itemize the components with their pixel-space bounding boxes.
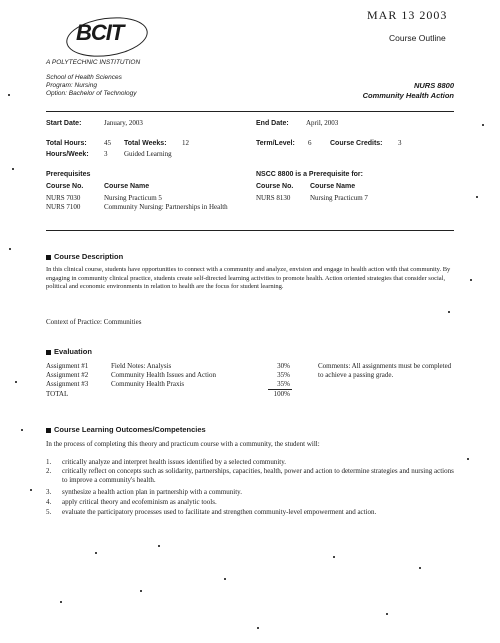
institution-tagline: A POLYTECHNIC INSTITUTION	[46, 59, 141, 66]
eval-row-3-item: Assignment #3	[46, 380, 89, 388]
date-stamp: MAR 13 2003	[367, 8, 448, 22]
eval-row-3-pct: 35%	[277, 380, 290, 388]
eval-row-2-desc: Community Health Issues and Action	[111, 371, 216, 379]
bullet-square-icon	[46, 428, 51, 433]
prereq-for-heading: NSCC 8800 is a Prerequisite for:	[256, 171, 363, 178]
course-title: Community Health Action	[362, 91, 454, 100]
course-code: NURS 8800	[413, 81, 454, 90]
logo-text: BCIT	[76, 20, 124, 45]
prereq-row-2-no: NURS 7100	[46, 203, 81, 211]
eval-row-1-desc: Field Notes: Analysis	[111, 362, 172, 370]
prereq-row-1-no: NURS 7030	[46, 194, 81, 202]
context-of-practice: Context of Practice: Communities	[46, 318, 142, 326]
outcome-3-text: synthesize a health action plan in partnership with a community.	[62, 488, 242, 496]
course-credits-value: 3	[398, 139, 402, 147]
eval-row-1-pct: 30%	[277, 362, 290, 370]
bullet-square-icon	[46, 350, 51, 355]
outcome-1-text: critically analyze and interpret health issues identified by a selected community.	[62, 458, 287, 466]
prerequisites-heading: Prerequisites	[46, 171, 91, 178]
prereq-col-course-name: Course Name	[104, 183, 150, 190]
bullet-square-icon	[46, 255, 51, 260]
eval-row-1-item: Assignment #1	[46, 362, 89, 370]
eval-comments: Comments: All assignments must be completed to achieve a passing grade.	[318, 362, 452, 379]
prereq-divider	[46, 230, 454, 231]
prereq-row-2-name: Community Nursing: Partnerships in Health	[104, 203, 228, 211]
eval-row-2-pct: 35%	[277, 371, 290, 379]
eval-total-label: TOTAL	[46, 390, 69, 398]
hours-week-value: 3	[104, 150, 108, 158]
eval-row-2-item: Assignment #2	[46, 371, 89, 379]
course-description-heading: Course Description	[46, 252, 123, 261]
total-weeks-label: Total Weeks:	[124, 140, 167, 147]
course-description-text: In this clinical course, students have opportunities to connect with a community and analyze, envision and engage in health action with that community. By engaging in community clinical practice, students create self-directed learning activities to promote health. Action oriented strategies that consider social, political and economic environments in relation to health are the focus for student learning.	[46, 266, 451, 290]
outcome-2-text: critically reflect on concepts such as solidarity, partnerships, capacities, health, power and action to determine strategies and nursing actions to improve a community's health.	[62, 467, 454, 484]
prereq-for-row-1-no: NURS 8130	[256, 194, 291, 202]
eval-row-3-desc: Community Health Praxis	[111, 380, 185, 388]
outcomes-intro: In the process of completing this theory and practicum course with a community, the student will:	[46, 440, 320, 448]
prereq-for-row-1-name: Nursing Practicum 7	[310, 194, 368, 202]
guided-learning: Guided Learning	[124, 150, 172, 158]
program-name: Program: Nursing	[46, 82, 97, 89]
total-hours-label: Total Hours:	[46, 140, 87, 147]
hours-week-label: Hours/Week:	[46, 151, 89, 158]
prereq-row-1-name: Nursing Practicum 5	[104, 194, 162, 202]
total-weeks-value: 12	[182, 139, 189, 147]
prereq-col-course-no: Course No.	[46, 183, 84, 190]
outcome-2-number: 2.	[46, 467, 52, 475]
end-date-value: April, 2003	[306, 119, 339, 127]
outcome-4-number: 4.	[46, 498, 52, 506]
term-level-label: Term/Level:	[256, 140, 295, 147]
evaluation-heading: Evaluation	[46, 347, 92, 356]
outcomes-heading: Course Learning Outcomes/Competencies	[46, 425, 206, 434]
total-hours-value: 45	[104, 139, 111, 147]
prereq-for-col-course-no: Course No.	[256, 183, 294, 190]
outcome-3-number: 3.	[46, 488, 52, 496]
outcome-4-text: apply critical theory and ecofeminism as analytic tools.	[62, 498, 217, 506]
eval-total-pct: 100%	[273, 390, 290, 398]
outcome-5-text: evaluate the participatory processes used to facilitate and strengthen community-level empowerment and action.	[62, 508, 377, 516]
term-level-value: 6	[308, 139, 312, 147]
course-credits-label: Course Credits:	[330, 140, 383, 147]
outcome-1-number: 1.	[46, 458, 52, 466]
prereq-for-col-course-name: Course Name	[310, 183, 356, 190]
option-name: Option: Bachelor of Technology	[46, 90, 137, 97]
course-outline-label: Course Outline	[389, 33, 446, 43]
header-divider	[46, 111, 454, 112]
school-name: School of Health Sciences	[46, 74, 122, 81]
end-date-label: End Date:	[256, 120, 289, 127]
start-date-value: January, 2003	[104, 119, 143, 127]
start-date-label: Start Date:	[46, 120, 82, 127]
outcome-5-number: 5.	[46, 508, 52, 516]
